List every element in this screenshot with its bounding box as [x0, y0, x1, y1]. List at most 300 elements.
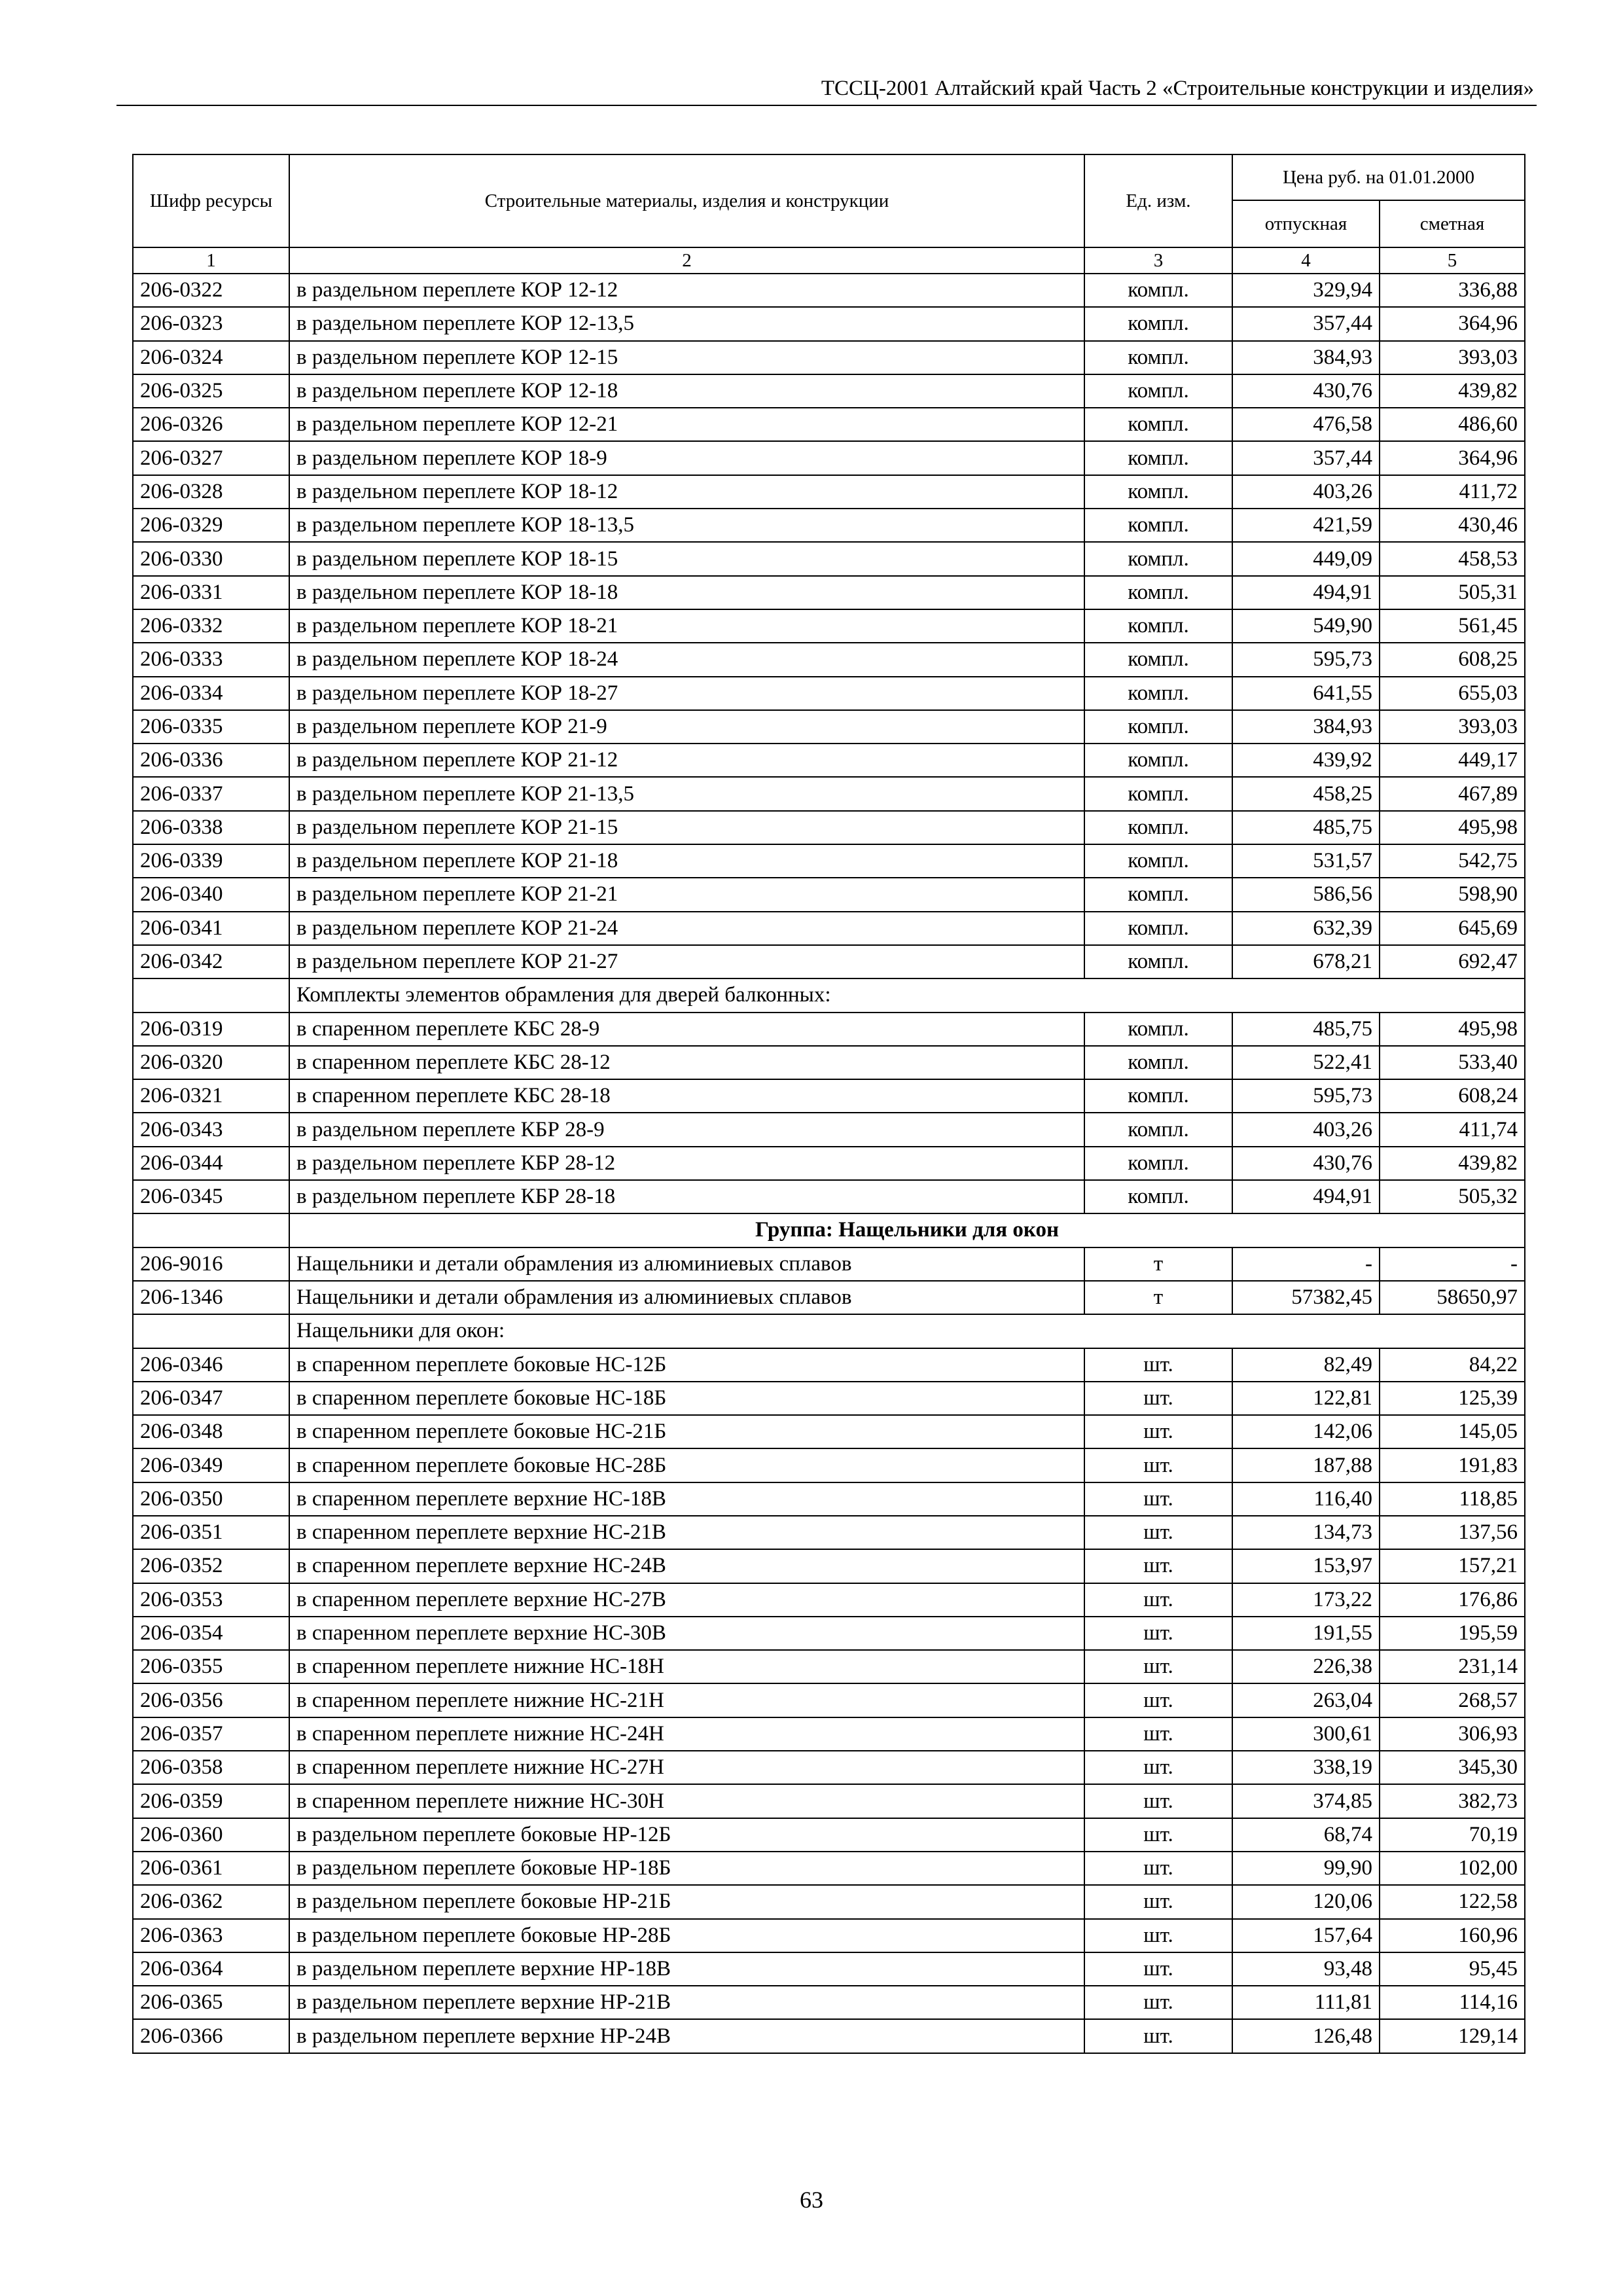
item-name: в раздельном переплете КОР 12-15 — [289, 341, 1084, 374]
release-price: 430,76 — [1232, 1147, 1380, 1180]
resource-code: 206-0355 — [133, 1650, 289, 1683]
unit-of-measure: шт. — [1084, 1919, 1232, 1952]
table-row — [133, 1482, 1525, 1516]
item-name: в спаренном переплете нижние НС-30Н — [289, 1784, 1084, 1818]
resource-code: 206-0364 — [133, 1952, 289, 1986]
estimate-price: 495,98 — [1380, 811, 1525, 844]
release-price: 338,19 — [1232, 1751, 1380, 1784]
item-name: в раздельном переплете КОР 21-27 — [289, 945, 1084, 978]
table-row — [133, 1683, 1525, 1717]
item-name: в раздельном переплете боковые НР-21Б — [289, 1885, 1084, 1918]
item-name: в спаренном переплете верхние НС-30В — [289, 1617, 1084, 1650]
table-row — [133, 710, 1525, 744]
unit-of-measure: шт. — [1084, 1952, 1232, 1986]
estimate-price: 430,46 — [1380, 509, 1525, 542]
item-name: в спаренном переплете боковые НС-21Б — [289, 1415, 1084, 1448]
release-price: 122,81 — [1232, 1382, 1380, 1415]
item-name: в раздельном переплете КОР 12-12 — [289, 274, 1084, 307]
release-price: 439,92 — [1232, 744, 1380, 777]
unit-of-measure: компл. — [1084, 912, 1232, 945]
unit-of-measure: компл. — [1084, 374, 1232, 408]
table-row — [133, 475, 1525, 509]
unit-of-measure: компл. — [1084, 1180, 1232, 1213]
release-price: 226,38 — [1232, 1650, 1380, 1683]
table-row — [133, 1717, 1525, 1751]
unit-of-measure: компл. — [1084, 475, 1232, 509]
release-price: 187,88 — [1232, 1448, 1380, 1482]
item-name: в раздельном переплете КОР 18-15 — [289, 542, 1084, 575]
resource-code: 206-0323 — [133, 307, 289, 340]
table-row — [133, 1784, 1525, 1818]
table-row — [133, 1281, 1525, 1314]
estimate-price: 191,83 — [1380, 1448, 1525, 1482]
table-row — [133, 1348, 1525, 1382]
resource-code: 206-0326 — [133, 408, 289, 441]
table-row — [133, 1852, 1525, 1885]
table-row — [133, 274, 1525, 307]
table-row — [133, 1448, 1525, 1482]
estimate-price: 70,19 — [1380, 1818, 1525, 1852]
resource-code: 206-0324 — [133, 341, 289, 374]
resource-code: 206-0350 — [133, 1482, 289, 1516]
estimate-price: 411,74 — [1380, 1113, 1525, 1146]
table-row — [133, 542, 1525, 575]
release-price: 263,04 — [1232, 1683, 1380, 1717]
running-header — [116, 72, 1537, 106]
estimate-price: 486,60 — [1380, 408, 1525, 441]
header-unit: Ед. изм. — [1084, 154, 1232, 247]
price-table — [132, 154, 1525, 2054]
header-price: Цена руб. на 01.01.2000 — [1232, 154, 1525, 200]
header-estimate-price: сметная — [1380, 200, 1525, 247]
estimate-price: 122,58 — [1380, 1885, 1525, 1918]
estimate-price: 561,45 — [1380, 609, 1525, 643]
resource-code: 206-0320 — [133, 1046, 289, 1079]
table-row — [133, 307, 1525, 340]
estimate-price: 84,22 — [1380, 1348, 1525, 1382]
estimate-price: 598,90 — [1380, 878, 1525, 911]
table-row — [133, 1650, 1525, 1683]
release-price: 99,90 — [1232, 1852, 1380, 1885]
column-number: 2 — [289, 247, 1084, 274]
table-row — [133, 1516, 1525, 1549]
estimate-price: 102,00 — [1380, 1852, 1525, 1885]
estimate-price: 345,30 — [1380, 1751, 1525, 1784]
resource-code: 206-0329 — [133, 509, 289, 542]
estimate-price: 542,75 — [1380, 844, 1525, 878]
header-code: Шифр ресурсы — [133, 154, 289, 247]
table-row — [133, 341, 1525, 374]
table-row — [133, 1147, 1525, 1180]
table-row — [133, 1919, 1525, 1952]
unit-of-measure: т — [1084, 1281, 1232, 1314]
release-price: 458,25 — [1232, 777, 1380, 810]
table-row — [133, 878, 1525, 911]
table-row — [133, 374, 1525, 408]
resource-code: 206-0353 — [133, 1583, 289, 1617]
item-name: в раздельном переплете КОР 21-18 — [289, 844, 1084, 878]
resource-code: 206-0328 — [133, 475, 289, 509]
item-name: в раздельном переплете КОР 12-21 — [289, 408, 1084, 441]
item-name: Нащельники и детали обрамления из алюминиевых сплавов — [289, 1281, 1084, 1314]
release-price: 93,48 — [1232, 1952, 1380, 1986]
release-price: 357,44 — [1232, 441, 1380, 475]
resource-code: 206-0334 — [133, 677, 289, 710]
item-name: в раздельном переплете КОР 12-18 — [289, 374, 1084, 408]
unit-of-measure: шт. — [1084, 1784, 1232, 1818]
resource-code: 206-0362 — [133, 1885, 289, 1918]
resource-code: 206-0335 — [133, 710, 289, 744]
resource-code: 206-0336 — [133, 744, 289, 777]
resource-code: 206-0346 — [133, 1348, 289, 1382]
release-price: 485,75 — [1232, 1013, 1380, 1046]
empty-cell — [133, 1213, 289, 1247]
resource-code: 206-0333 — [133, 643, 289, 676]
item-name: в спаренном переплете боковые НС-12Б — [289, 1348, 1084, 1382]
release-price: 153,97 — [1232, 1549, 1380, 1583]
release-price: 421,59 — [1232, 509, 1380, 542]
item-name: в раздельном переплете КОР 18-9 — [289, 441, 1084, 475]
estimate-price: 608,25 — [1380, 643, 1525, 676]
resource-code: 206-0331 — [133, 576, 289, 609]
release-price: 595,73 — [1232, 643, 1380, 676]
item-name: в раздельном переплете КОР 21-21 — [289, 878, 1084, 911]
item-name: в раздельном переплете КБР 28-18 — [289, 1180, 1084, 1213]
item-name: в спаренном переплете боковые НС-28Б — [289, 1448, 1084, 1482]
item-name: в спаренном переплете верхние НС-24В — [289, 1549, 1084, 1583]
item-name: в раздельном переплете КОР 18-12 — [289, 475, 1084, 509]
unit-of-measure: компл. — [1084, 341, 1232, 374]
unit-of-measure: компл. — [1084, 811, 1232, 844]
table-row — [133, 677, 1525, 710]
header-name: Строительные материалы, изделия и конструкции — [289, 154, 1084, 247]
column-number: 1 — [133, 247, 289, 274]
section-row — [133, 1314, 1525, 1348]
release-price: 384,93 — [1232, 710, 1380, 744]
release-price: 329,94 — [1232, 274, 1380, 307]
table-row — [133, 912, 1525, 945]
release-price: 449,09 — [1232, 542, 1380, 575]
section-row — [133, 978, 1525, 1012]
release-price: 485,75 — [1232, 811, 1380, 844]
release-price: 494,91 — [1232, 576, 1380, 609]
release-price: 384,93 — [1232, 341, 1380, 374]
release-price: 430,76 — [1232, 374, 1380, 408]
release-price: 111,81 — [1232, 1986, 1380, 2019]
estimate-price: 382,73 — [1380, 1784, 1525, 1818]
resource-code: 206-0345 — [133, 1180, 289, 1213]
item-name: Нащельники и детали обрамления из алюминиевых сплавов — [289, 1247, 1084, 1281]
estimate-price: 95,45 — [1380, 1952, 1525, 1986]
resource-code: 206-0347 — [133, 1382, 289, 1415]
item-name: в спаренном переплете верхние НС-18В — [289, 1482, 1084, 1516]
table-row — [133, 609, 1525, 643]
item-name: в спаренном переплете нижние НС-18Н — [289, 1650, 1084, 1683]
document-title: ТССЦ-2001 Алтайский край Часть 2 «Строительные конструкции и изделия» — [821, 77, 1534, 100]
table-row — [133, 1617, 1525, 1650]
estimate-price: - — [1380, 1247, 1525, 1281]
resource-code: 206-0327 — [133, 441, 289, 475]
item-name: в спаренном переплете КБС 28-18 — [289, 1079, 1084, 1113]
table-row — [133, 1885, 1525, 1918]
resource-code: 206-0338 — [133, 811, 289, 844]
unit-of-measure: компл. — [1084, 576, 1232, 609]
page-number: 63 — [800, 2187, 823, 2213]
section-title: Нащельники для окон: — [289, 1314, 1525, 1348]
estimate-price: 439,82 — [1380, 374, 1525, 408]
column-number: 4 — [1232, 247, 1380, 274]
table-row — [133, 1113, 1525, 1146]
item-name: в спаренном переплете нижние НС-27Н — [289, 1751, 1084, 1784]
unit-of-measure: шт. — [1084, 1382, 1232, 1415]
unit-of-measure: компл. — [1084, 1113, 1232, 1146]
table-row — [133, 441, 1525, 475]
resource-code: 206-0365 — [133, 1986, 289, 2019]
release-price: 522,41 — [1232, 1046, 1380, 1079]
unit-of-measure: шт. — [1084, 1683, 1232, 1717]
resource-code: 206-0342 — [133, 945, 289, 978]
table-row — [133, 643, 1525, 676]
table-row — [133, 777, 1525, 810]
table-row — [133, 744, 1525, 777]
resource-code: 206-0349 — [133, 1448, 289, 1482]
group-title: Группа: Нащельники для окон — [289, 1213, 1525, 1247]
release-price: 120,06 — [1232, 1885, 1380, 1918]
unit-of-measure: компл. — [1084, 1147, 1232, 1180]
table-row — [133, 844, 1525, 878]
item-name: в раздельном переплете КОР 18-18 — [289, 576, 1084, 609]
estimate-price: 336,88 — [1380, 274, 1525, 307]
estimate-price: 439,82 — [1380, 1147, 1525, 1180]
table-row — [133, 509, 1525, 542]
unit-of-measure: компл. — [1084, 643, 1232, 676]
estimate-price: 458,53 — [1380, 542, 1525, 575]
release-price: 57382,45 — [1232, 1281, 1380, 1314]
item-name: в раздельном переплете КБР 28-9 — [289, 1113, 1084, 1146]
release-price: 678,21 — [1232, 945, 1380, 978]
item-name: в спаренном переплете боковые НС-18Б — [289, 1382, 1084, 1415]
item-name: в спаренном переплете верхние НС-21В — [289, 1516, 1084, 1549]
estimate-price: 393,03 — [1380, 341, 1525, 374]
unit-of-measure: шт. — [1084, 1415, 1232, 1448]
estimate-price: 231,14 — [1380, 1650, 1525, 1683]
resource-code: 206-0348 — [133, 1415, 289, 1448]
unit-of-measure: компл. — [1084, 677, 1232, 710]
estimate-price: 137,56 — [1380, 1516, 1525, 1549]
item-name: в раздельном переплете КБР 28-12 — [289, 1147, 1084, 1180]
table-row — [133, 945, 1525, 978]
item-name: в раздельном переплете КОР 21-12 — [289, 744, 1084, 777]
estimate-price: 306,93 — [1380, 1717, 1525, 1751]
release-price: 134,73 — [1232, 1516, 1380, 1549]
estimate-price: 692,47 — [1380, 945, 1525, 978]
item-name: в раздельном переплете верхние НР-18В — [289, 1952, 1084, 1986]
table-row — [133, 1751, 1525, 1784]
unit-of-measure: шт. — [1084, 1516, 1232, 1549]
release-price: 126,48 — [1232, 2019, 1380, 2053]
column-number: 5 — [1380, 247, 1525, 274]
unit-of-measure: компл. — [1084, 441, 1232, 475]
unit-of-measure: компл. — [1084, 945, 1232, 978]
release-price: 476,58 — [1232, 408, 1380, 441]
item-name: в раздельном переплете КОР 18-27 — [289, 677, 1084, 710]
resource-code: 206-0325 — [133, 374, 289, 408]
estimate-price: 118,85 — [1380, 1482, 1525, 1516]
table-body — [133, 274, 1525, 2053]
table-row — [133, 1415, 1525, 1448]
unit-of-measure: шт. — [1084, 1717, 1232, 1751]
unit-of-measure: шт. — [1084, 1482, 1232, 1516]
table-row — [133, 1583, 1525, 1617]
estimate-price: 495,98 — [1380, 1013, 1525, 1046]
unit-of-measure: шт. — [1084, 1348, 1232, 1382]
table-row — [133, 1079, 1525, 1113]
resource-code: 206-0343 — [133, 1113, 289, 1146]
section-title: Комплекты элементов обрамления для дверей балконных: — [289, 978, 1525, 1012]
item-name: в раздельном переплете КОР 21-13,5 — [289, 777, 1084, 810]
unit-of-measure: компл. — [1084, 710, 1232, 744]
unit-of-measure: шт. — [1084, 1650, 1232, 1683]
release-price: 549,90 — [1232, 609, 1380, 643]
estimate-price: 645,69 — [1380, 912, 1525, 945]
release-price: 68,74 — [1232, 1818, 1380, 1852]
unit-of-measure: компл. — [1084, 307, 1232, 340]
table-row — [133, 1046, 1525, 1079]
release-price: 641,55 — [1232, 677, 1380, 710]
release-price: 116,40 — [1232, 1482, 1380, 1516]
item-name: в раздельном переплете верхние НР-21В — [289, 1986, 1084, 2019]
estimate-price: 160,96 — [1380, 1919, 1525, 1952]
table-row — [133, 1549, 1525, 1583]
unit-of-measure: компл. — [1084, 878, 1232, 911]
resource-code: 206-0341 — [133, 912, 289, 945]
item-name: в раздельном переплете КОР 21-15 — [289, 811, 1084, 844]
column-numbers-row — [133, 247, 1525, 274]
resource-code: 206-0363 — [133, 1919, 289, 1952]
resource-code: 206-0339 — [133, 844, 289, 878]
estimate-price: 195,59 — [1380, 1617, 1525, 1650]
table-row — [133, 1986, 1525, 2019]
item-name: в спаренном переплете нижние НС-24Н — [289, 1717, 1084, 1751]
resource-code: 206-0366 — [133, 2019, 289, 2053]
release-price: 403,26 — [1232, 475, 1380, 509]
unit-of-measure: шт. — [1084, 1885, 1232, 1918]
unit-of-measure: т — [1084, 1247, 1232, 1281]
table-row — [133, 1013, 1525, 1046]
unit-of-measure: компл. — [1084, 542, 1232, 575]
unit-of-measure: шт. — [1084, 2019, 1232, 2053]
table-row — [133, 811, 1525, 844]
release-price: 191,55 — [1232, 1617, 1380, 1650]
item-name: в раздельном переплете боковые НР-28Б — [289, 1919, 1084, 1952]
unit-of-measure: шт. — [1084, 1818, 1232, 1852]
table-row — [133, 576, 1525, 609]
release-price: 586,56 — [1232, 878, 1380, 911]
estimate-price: 129,14 — [1380, 2019, 1525, 2053]
estimate-price: 533,40 — [1380, 1046, 1525, 1079]
item-name: в раздельном переплете боковые НР-18Б — [289, 1852, 1084, 1885]
resource-code: 206-0321 — [133, 1079, 289, 1113]
header-release-price: отпускная — [1232, 200, 1380, 247]
unit-of-measure: компл. — [1084, 844, 1232, 878]
unit-of-measure: шт. — [1084, 1852, 1232, 1885]
item-name: в раздельном переплете КОР 21-9 — [289, 710, 1084, 744]
resource-code: 206-0357 — [133, 1717, 289, 1751]
unit-of-measure: шт. — [1084, 1617, 1232, 1650]
unit-of-measure: компл. — [1084, 274, 1232, 307]
unit-of-measure: шт. — [1084, 1549, 1232, 1583]
table-row — [133, 1952, 1525, 1986]
release-price: 494,91 — [1232, 1180, 1380, 1213]
estimate-price: 608,24 — [1380, 1079, 1525, 1113]
item-name: в раздельном переплете КОР 18-21 — [289, 609, 1084, 643]
column-number: 3 — [1084, 247, 1232, 274]
unit-of-measure: компл. — [1084, 1013, 1232, 1046]
resource-code: 206-0359 — [133, 1784, 289, 1818]
estimate-price: 467,89 — [1380, 777, 1525, 810]
release-price: 595,73 — [1232, 1079, 1380, 1113]
release-price: 142,06 — [1232, 1415, 1380, 1448]
unit-of-measure: шт. — [1084, 1583, 1232, 1617]
release-price: 82,49 — [1232, 1348, 1380, 1382]
item-name: в спаренном переплете КБС 28-9 — [289, 1013, 1084, 1046]
resource-code: 206-0358 — [133, 1751, 289, 1784]
resource-code: 206-0351 — [133, 1516, 289, 1549]
resource-code: 206-0322 — [133, 274, 289, 307]
unit-of-measure: компл. — [1084, 744, 1232, 777]
estimate-price: 364,96 — [1380, 441, 1525, 475]
unit-of-measure: шт. — [1084, 1751, 1232, 1784]
resource-code: 206-0360 — [133, 1818, 289, 1852]
release-price: 403,26 — [1232, 1113, 1380, 1146]
estimate-price: 411,72 — [1380, 475, 1525, 509]
unit-of-measure: компл. — [1084, 1046, 1232, 1079]
estimate-price: 655,03 — [1380, 677, 1525, 710]
estimate-price: 125,39 — [1380, 1382, 1525, 1415]
estimate-price: 505,31 — [1380, 576, 1525, 609]
estimate-price: 145,05 — [1380, 1415, 1525, 1448]
item-name: в раздельном переплете КОР 18-13,5 — [289, 509, 1084, 542]
table-row — [133, 1382, 1525, 1415]
unit-of-measure: компл. — [1084, 408, 1232, 441]
unit-of-measure: шт. — [1084, 1448, 1232, 1482]
table-row — [133, 1180, 1525, 1213]
release-price: 357,44 — [1232, 307, 1380, 340]
item-name: в спаренном переплете КБС 28-12 — [289, 1046, 1084, 1079]
estimate-price: 364,96 — [1380, 307, 1525, 340]
estimate-price: 176,86 — [1380, 1583, 1525, 1617]
estimate-price: 157,21 — [1380, 1549, 1525, 1583]
release-price: 531,57 — [1232, 844, 1380, 878]
estimate-price: 268,57 — [1380, 1683, 1525, 1717]
release-price: 173,22 — [1232, 1583, 1380, 1617]
release-price: 632,39 — [1232, 912, 1380, 945]
item-name: в спаренном переплете верхние НС-27В — [289, 1583, 1084, 1617]
resource-code: 206-1346 — [133, 1281, 289, 1314]
estimate-price: 393,03 — [1380, 710, 1525, 744]
resource-code: 206-0340 — [133, 878, 289, 911]
unit-of-measure: компл. — [1084, 609, 1232, 643]
estimate-price: 58650,97 — [1380, 1281, 1525, 1314]
resource-code: 206-0352 — [133, 1549, 289, 1583]
item-name: в раздельном переплете верхние НР-24В — [289, 2019, 1084, 2053]
item-name: в раздельном переплете боковые НР-12Б — [289, 1818, 1084, 1852]
table-row — [133, 1818, 1525, 1852]
item-name: в раздельном переплете КОР 12-13,5 — [289, 307, 1084, 340]
resource-code: 206-0356 — [133, 1683, 289, 1717]
estimate-price: 505,32 — [1380, 1180, 1525, 1213]
group-row — [133, 1213, 1525, 1247]
